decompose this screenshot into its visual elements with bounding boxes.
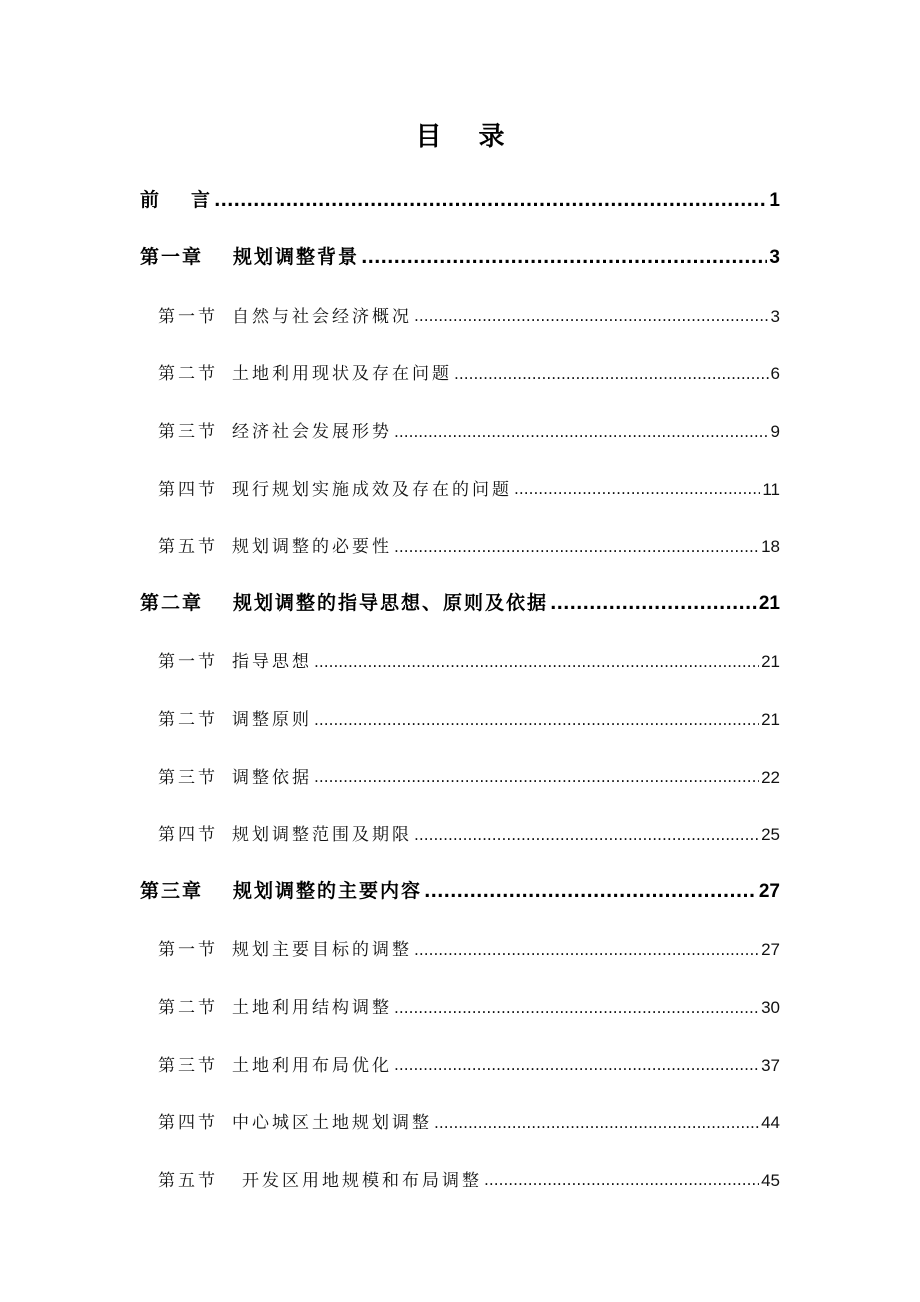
toc-text: 规划调整范围及期限 [232, 825, 412, 846]
dot-leader [361, 250, 767, 269]
dot-leader [394, 1058, 759, 1075]
toc-text: 自然与社会经济概况 [232, 306, 412, 327]
toc-text: 言 [191, 188, 213, 211]
toc-label: 第一章 [140, 246, 204, 269]
dot-leader [214, 193, 767, 212]
toc-entry-preface[interactable] [140, 164, 780, 222]
toc-text: 开发区用地规模和布局调整 [242, 1170, 482, 1191]
toc-label: 第二章 [140, 591, 204, 614]
toc-page-number: 18 [761, 537, 780, 557]
dot-leader [434, 1116, 759, 1133]
dot-leader [484, 1173, 759, 1190]
toc-entry-section[interactable] [140, 1086, 780, 1144]
toc-entry-section[interactable] [140, 682, 780, 740]
toc-label: 第五节 [158, 537, 218, 558]
toc-entry-section[interactable] [140, 452, 780, 510]
dot-leader [424, 884, 757, 903]
toc-page-number: 45 [761, 1170, 780, 1190]
dot-leader [514, 482, 760, 499]
toc-entry-section[interactable] [140, 510, 780, 568]
toc-text: 土地利用现状及存在问题 [232, 364, 452, 385]
toc-label: 第三节 [158, 421, 218, 442]
dot-leader [414, 943, 759, 960]
toc-page-number: 27 [761, 940, 780, 960]
dot-leader [394, 1001, 759, 1018]
dot-leader [394, 425, 769, 442]
toc-page-number: 9 [770, 421, 780, 441]
toc-page-number: 21 [758, 592, 780, 614]
toc-text: 土地利用布局优化 [232, 1055, 392, 1076]
toc-text: 调整原则 [232, 709, 312, 730]
toc-entry-chapter-1[interactable] [140, 222, 780, 280]
toc-page-number: 3 [769, 247, 780, 269]
toc-page-number: 44 [761, 1113, 780, 1133]
toc-text: 调整依据 [232, 767, 312, 788]
toc-label: 第一节 [158, 652, 218, 673]
dot-leader [394, 540, 759, 557]
toc-label: 第三章 [140, 879, 204, 902]
toc-label: 前 [140, 188, 162, 211]
toc-label: 第四节 [158, 825, 218, 846]
toc-label: 第二节 [158, 997, 218, 1018]
toc-page-number: 22 [761, 767, 780, 787]
table-of-contents [140, 164, 780, 1201]
toc-entry-chapter-2[interactable] [140, 567, 780, 625]
toc-page-number: 1 [769, 189, 780, 211]
toc-page-number: 21 [761, 709, 780, 729]
toc-page-number: 25 [761, 825, 780, 845]
toc-text: 中心城区土地规划调整 [232, 1113, 432, 1134]
toc-entry-section[interactable] [140, 279, 780, 337]
toc-entry-chapter-3[interactable] [140, 855, 780, 913]
toc-text: 土地利用结构调整 [232, 997, 392, 1018]
toc-page-number: 6 [770, 364, 780, 384]
toc-entry-section[interactable] [140, 740, 780, 798]
page-title: 目 录 [415, 122, 519, 152]
dot-leader [550, 596, 757, 615]
toc-text: 现行规划实施成效及存在的问题 [232, 479, 512, 500]
dot-leader [314, 770, 759, 787]
toc-entry-section[interactable] [140, 970, 780, 1028]
toc-text: 规划调整的指导思想、原则及依据 [233, 591, 549, 614]
toc-entry-section[interactable] [140, 1028, 780, 1086]
toc-text: 经济社会发展形势 [232, 421, 392, 442]
toc-page-number: 11 [762, 479, 780, 499]
toc-page-number: 27 [758, 880, 780, 902]
toc-label: 第二节 [158, 364, 218, 385]
toc-text: 规划主要目标的调整 [232, 940, 412, 961]
toc-label: 第三节 [158, 1055, 218, 1076]
toc-entry-section[interactable] [140, 337, 780, 395]
toc-label: 第五节 [158, 1170, 218, 1191]
toc-label: 第四节 [158, 1113, 218, 1134]
toc-text: 规划调整背景 [233, 246, 360, 269]
toc-entry-section[interactable] [140, 625, 780, 683]
toc-label: 第一节 [158, 940, 218, 961]
dot-leader [314, 713, 759, 730]
dot-leader [314, 655, 759, 672]
toc-entry-section[interactable] [140, 913, 780, 971]
dot-leader [414, 828, 759, 845]
toc-page-number: 37 [761, 1055, 780, 1075]
toc-text: 指导思想 [232, 652, 312, 673]
toc-page-number: 21 [761, 652, 780, 672]
dot-leader [454, 367, 769, 384]
toc-entry-section[interactable] [140, 798, 780, 856]
toc-page-number: 3 [770, 306, 780, 326]
toc-label: 第三节 [158, 767, 218, 788]
toc-page-number: 30 [761, 997, 780, 1017]
toc-label: 第四节 [158, 479, 218, 500]
dot-leader [414, 309, 769, 326]
toc-text: 规划调整的主要内容 [233, 879, 423, 902]
toc-label: 第一节 [158, 306, 218, 327]
toc-text: 规划调整的必要性 [232, 537, 392, 558]
toc-entry-section[interactable] [140, 1143, 780, 1201]
toc-entry-section[interactable] [140, 394, 780, 452]
toc-label: 第二节 [158, 709, 218, 730]
